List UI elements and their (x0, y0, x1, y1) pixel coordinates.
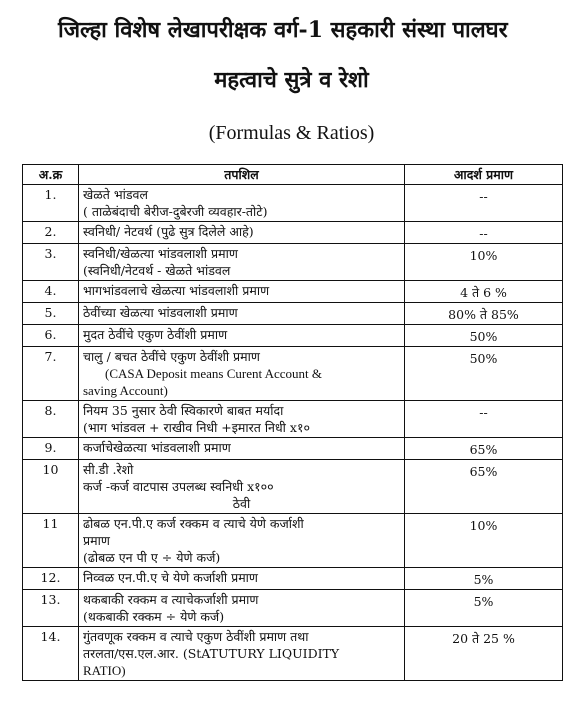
ideal-ratio-cell: -- (405, 185, 563, 222)
table-row (23, 401, 563, 438)
details-line: खेळते भांडवल (83, 187, 148, 202)
serial-number-cell: 1. (23, 185, 79, 222)
ideal-ratio-cell: 10% (405, 514, 563, 568)
table-row (23, 514, 563, 568)
details-line: RATIO) (83, 663, 126, 678)
table-row (23, 244, 563, 281)
ideal-ratio-cell: 4 ते 6 % (405, 281, 563, 303)
header-ideal-ratio: आदर्श प्रमाण (405, 165, 563, 185)
table-row (23, 303, 563, 325)
table-row (23, 281, 563, 303)
details-cell (79, 303, 405, 325)
details-cell (79, 438, 405, 460)
serial-number-cell: 11 (23, 514, 79, 568)
serial-number-cell: 9. (23, 438, 79, 460)
details-cell (79, 401, 405, 438)
details-cell (79, 590, 405, 627)
details-line: सी.डी .रेशो (83, 462, 134, 477)
details-line: saving Account) (83, 383, 168, 398)
serial-number-cell: 6. (23, 325, 79, 347)
details-line: तरलता/एस.एल.आर. (StATUTURY LIQUIDITY (83, 646, 340, 661)
ideal-ratio-cell: 10% (405, 244, 563, 281)
table-header-row (23, 165, 563, 185)
details-cell (79, 325, 405, 347)
details-line: कर्जाचेखेळत्या भांडवलाशी प्रमाण (83, 440, 231, 455)
details-line: चालु / बचत ठेवींचे एकुण ठेवींशी प्रमाण (83, 349, 260, 364)
details-cell (79, 568, 405, 590)
details-cell (79, 627, 405, 681)
details-line: ढोबळ एन.पी.ए कर्ज रक्कम व त्याचे येणे कर्जाशी (83, 516, 304, 531)
table-row (23, 438, 563, 460)
details-line: प्रमाण (83, 533, 110, 548)
serial-number-cell: 10 (23, 460, 79, 514)
details-line: भागभांडवलाचे खेळत्या भांडवलाशी प्रमाण (83, 283, 270, 298)
details-line: ठेवींच्या खेळत्या भांडवलाशी प्रमाण (83, 305, 238, 320)
details-line: थकबाकी रक्कम व त्याचेकर्जाशी प्रमाण (83, 592, 259, 607)
details-line: नियम 35 नुसार ठेवी स्विकारणे बाबत मर्यादा (83, 403, 284, 418)
table-body (23, 185, 563, 681)
details-line: (ढोबळ एन पी ए ÷ येणे कर्ज) (83, 550, 221, 565)
serial-number-cell: 13. (23, 590, 79, 627)
details-cell (79, 347, 405, 401)
page-subtitle: महत्वाचे सुत्रे व रेशो (214, 67, 369, 93)
details-cell (79, 244, 405, 281)
details-line: ( ताळेबंदाची बेरीज-दुबेरजी व्यवहार-तोटे) (83, 204, 268, 219)
ideal-ratio-cell: 5% (405, 568, 563, 590)
details-line: (भाग भांडवल + राखीव निधी +इमारत निधी x१० (83, 420, 310, 435)
serial-number-cell: 4. (23, 281, 79, 303)
ideal-ratio-cell: 50% (405, 325, 563, 347)
serial-number-cell: 5. (23, 303, 79, 325)
table-row (23, 222, 563, 244)
table-row (23, 325, 563, 347)
ideal-ratio-cell: 5% (405, 590, 563, 627)
serial-number-cell: 8. (23, 401, 79, 438)
page-title: जिल्हा विशेष लेखापरीक्षक वर्ग-1 सहकारी संस्था पालघर (58, 17, 508, 43)
ideal-ratio-cell: 80% ते 85% (405, 303, 563, 325)
serial-number-cell: 3. (23, 244, 79, 281)
table-row (23, 347, 563, 401)
ideal-ratio-cell: 50% (405, 347, 563, 401)
details-cell (79, 185, 405, 222)
details-line: (CASA Deposit means Curent Account & (105, 366, 323, 381)
ideal-ratio-cell: 65% (405, 460, 563, 514)
details-cell (79, 514, 405, 568)
serial-number-cell: 12. (23, 568, 79, 590)
formulas-ratios-table (22, 164, 563, 681)
table-row (23, 460, 563, 514)
ideal-ratio-cell: -- (405, 222, 563, 244)
header-serial-number: अ.क्र (23, 165, 79, 185)
page-subtitle-english: (Formulas & Ratios) (208, 122, 375, 144)
table-row (23, 568, 563, 590)
ideal-ratio-cell: 65% (405, 438, 563, 460)
details-line: ठेवी (232, 496, 251, 511)
serial-number-cell: 7. (23, 347, 79, 401)
header-details: तपशिल (79, 165, 405, 185)
ideal-ratio-cell: 20 ते 25 % (405, 627, 563, 681)
details-cell (79, 222, 405, 244)
details-line: (थकबाकी रक्कम ÷ येणे कर्ज) (83, 609, 225, 624)
details-line: गुंतवणूक रक्कम व त्याचे एकुण ठेवींशी प्रमाण तथा (83, 629, 309, 644)
serial-number-cell: 2. (23, 222, 79, 244)
details-line: मुदत ठेवींचे एकुण ठेवींशी प्रमाण (83, 327, 228, 342)
table-row (23, 627, 563, 681)
details-line: निव्वळ एन.पी.ए चे येणे कर्जाशी प्रमाण (83, 570, 258, 585)
table-row (23, 185, 563, 222)
details-line: स्वनिधी/खेळत्या भांडवलाशी प्रमाण (83, 246, 238, 261)
details-line: स्वनिधी/ नेटवर्थ (पुढे सुत्र दिलेले आहे) (83, 224, 254, 239)
ideal-ratio-cell: -- (405, 401, 563, 438)
details-cell (79, 460, 405, 514)
details-cell (79, 281, 405, 303)
serial-number-cell: 14. (23, 627, 79, 681)
table-row (23, 590, 563, 627)
details-line: (स्वनिधी/नेटवर्थ - खेळते भांडवल (83, 263, 231, 278)
details-line: कर्ज -कर्ज वाटपास उपलब्ध स्वनिधी x१०० (83, 479, 274, 494)
